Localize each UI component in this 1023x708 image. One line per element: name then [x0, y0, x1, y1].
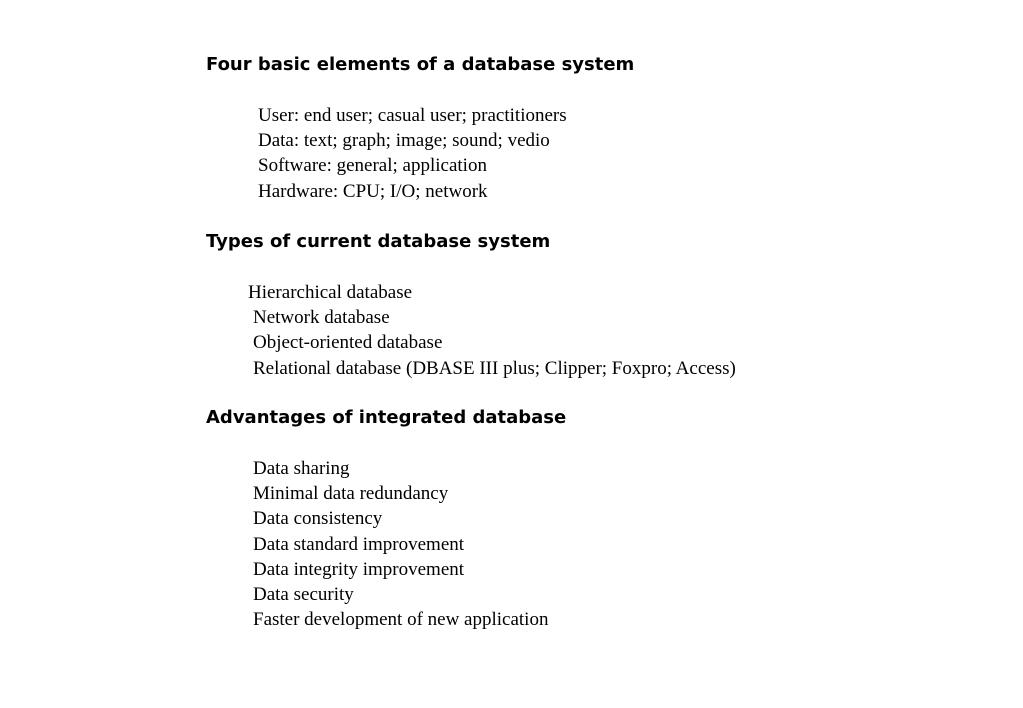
database-advantages-list [253, 456, 548, 632]
list-item: Software: general; application [258, 155, 487, 177]
list-item: Data standard improvement [253, 533, 465, 555]
section-heading-database-types: Types of current database system [206, 231, 551, 252]
list-item: Network database [253, 307, 390, 329]
list-item: Hardware: CPU; I/O; network [258, 180, 488, 202]
section-heading-database-advantages: Advantages of integrated database [206, 407, 567, 428]
list-item: Data: text; graph; image; sound; vedio [258, 130, 550, 152]
list-item: Data security [253, 584, 354, 606]
list-item: Faster development of new application [253, 609, 549, 631]
database-elements-list [258, 103, 567, 204]
list-item: Minimal data redundancy [253, 483, 449, 505]
list-item: Object-oriented database [253, 332, 443, 354]
list-item: Data integrity improvement [253, 558, 465, 580]
section-heading-database-elements: Four basic elements of a database system [206, 54, 635, 75]
list-item: Data consistency [253, 508, 383, 530]
list-item: User: end user; casual user; practitioners [258, 105, 567, 126]
list-item: Relational database (DBASE III plus; Clipper; Foxpro; Access) [253, 357, 736, 379]
list-item: Data sharing [253, 458, 350, 479]
list-item: Hierarchical database [248, 282, 413, 303]
database-types-list [248, 280, 736, 381]
